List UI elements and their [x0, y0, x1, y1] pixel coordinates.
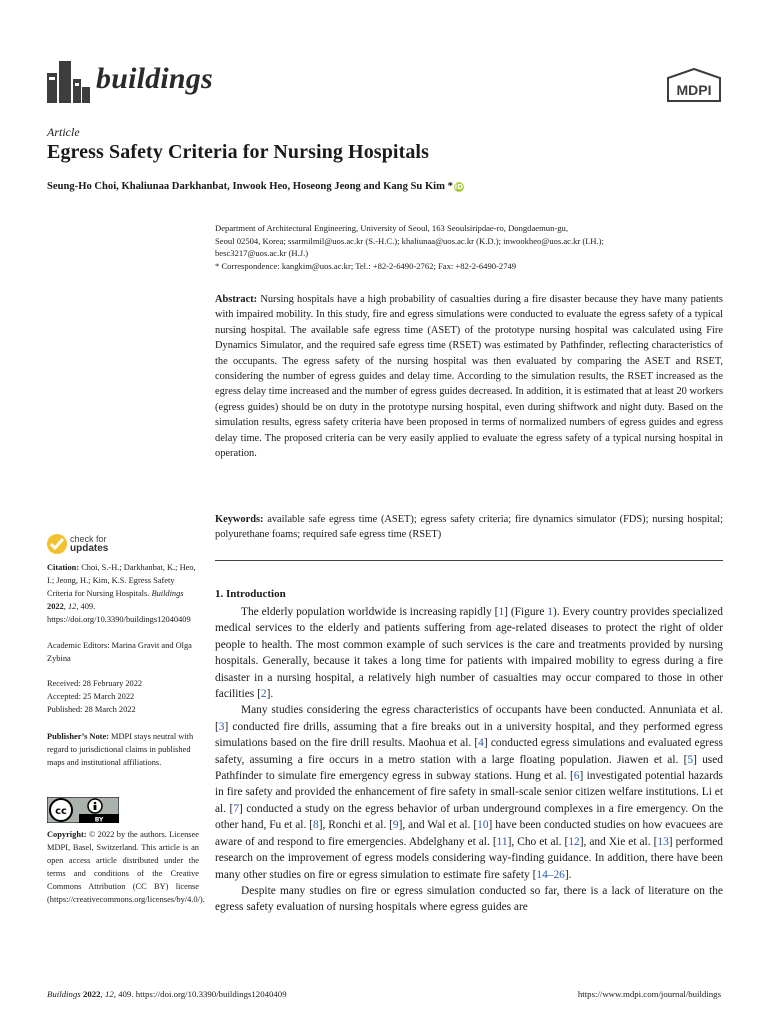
check-updates-icon: [47, 534, 67, 554]
citation-year: 2022: [47, 602, 64, 611]
introduction-body: [215, 604, 723, 916]
accepted-date: Accepted: 25 March 2022: [47, 692, 135, 701]
ref-link[interactable]: 13: [657, 835, 669, 848]
publishers-note: [47, 730, 199, 769]
authors-text: Seung-Ho Choi, Khaliunaa Darkhanbat, Inwook Heo, Hoseong Jeong and Kang Su Kim *: [47, 181, 453, 192]
abstract-label: Abstract:: [215, 294, 258, 305]
footer-citation: Buildings 2022, 12, 409. https://doi.org/10.3390/buildings12040409: [47, 989, 287, 999]
ref-link[interactable]: 12: [568, 835, 580, 848]
footer-year: 2022: [82, 989, 101, 999]
author-list: [47, 181, 464, 192]
ref-link[interactable]: 1: [498, 606, 505, 618]
ref-link[interactable]: 4: [478, 737, 484, 750]
buildings-logo-icon: [47, 61, 90, 103]
keywords: [215, 512, 723, 543]
ref-link[interactable]: 6: [573, 770, 580, 783]
dates-block: [47, 677, 199, 716]
footer-journal-url[interactable]: https://www.mdpi.com/journal/buildings: [577, 989, 721, 999]
copyright-text: © 2022 by the authors. Licensee MDPI, Basel, Switzerland. This article is an open access article distributed under the terms and conditions of the Creative Commons Attribution (CC BY) license (https://creativecommons.org/licenses/by/4.0/).: [47, 830, 205, 904]
correspondence-line: * Correspondence: kangkim@uos.ac.kr; Tel.: +82-2-6490-2762; Fax: +82-2-6490-2749: [215, 260, 517, 271]
footer-doi-link[interactable]: , 409. https://doi.org/10.3390/buildings12040409: [113, 989, 287, 999]
citation-journal: Buildings: [151, 589, 184, 598]
ref-link[interactable]: 2: [260, 688, 267, 701]
ref-link[interactable]: 7: [233, 802, 240, 815]
check-updates-label-bold: updates: [70, 543, 109, 554]
citation-doi-link[interactable]: , 409. https://doi.org/10.3390/buildings12040409: [47, 602, 191, 624]
ref-link[interactable]: 10: [477, 819, 489, 832]
check-for-updates-button[interactable]: [47, 534, 117, 556]
keywords-text: available safe egress time (ASET); egress safety criteria; fire dynamics simulator (FDS); nursing hospital; polyurethane foams; required safe egress time (RSET): [215, 514, 723, 541]
paragraph: The elderly population worldwide is increasing rapidly [1] (Figure 1). Every country provides specialized medical services to the elderly and patients suffering from age-related diseases to protect the right of older people to health. The most common example of such services is the care and treatments provided by nursing hospitals. Generally, because it takes a long time for patients with impaired mobility to egress during a fire disaster in a nursing hospital, a relatively high number of casualties may occur compared to those in other facilities [2].: [215, 606, 723, 701]
ref-link[interactable]: 9: [392, 819, 399, 832]
publisher-name: MDPI: [676, 82, 712, 98]
article-title: Egress Safety Criteria for Nursing Hospitals: [47, 141, 429, 163]
orcid-icon[interactable]: iD: [454, 183, 464, 191]
check-updates-label: check for: [70, 534, 107, 544]
affiliation-block: [215, 222, 727, 272]
svg-text:cc: cc: [55, 806, 67, 817]
abstract-text: Nursing hospitals have a high probability of casualties during a fire disaster because they have many patients with impaired mobility. In this study, fire and egress simulations were conducted to evaluate the egress safety of a typical nursing hospital. The available safe egress time (ASET) of the prototype nursing hospital was calculated using Fire Dynamics Simulator, and the required safe egress time (RSET) was estimated by Pathfinder, reflecting characteristics of the occupants. The egress safety of the nursing hospital was then evaluated by comparing the ASET and RSET, considering the number of egress guides and delay time. According to the simulation results, the RSET increased as the egress delay time increased and the number of egress guides decreased. In addition, it is estimated that at least 20 workers (egress guides) should be on duty in the prototype nursing hospital, even during shiftwork and night duty. Based on the simulation results, egress safety criteria have been proposed in terms of normalized numbers of egress guides and egress delay time. The proposed criteria can be very easily applied to evaluate the egress safety of a typical nursing hospital in operation.: [215, 294, 723, 460]
affiliation-line: Seoul 02504, Korea; ssarmilmil@uos.ac.kr (S.-H.C.); khaliunaa@uos.ac.kr (K.D.); inwookheo@uos.ac.kr (I.H.);: [215, 235, 604, 246]
section-heading: 1. Introduction: [215, 588, 286, 600]
footer-volume: 12: [104, 989, 114, 999]
copyright-label: Copyright:: [47, 830, 87, 839]
copyright-block: [47, 828, 205, 906]
affiliation-line: besc3217@uos.ac.kr (H.J.): [215, 248, 309, 259]
pubnote-label: Publisher’s Note:: [47, 732, 109, 741]
ref-link[interactable]: 8: [313, 819, 319, 832]
academic-editors: Academic Editors: Marina Gravit and Olga Zybina: [47, 641, 192, 663]
pubnote-text: MDPI stays neutral with regard to jurisdictional claims in published maps and institutional affiliations.: [47, 732, 194, 767]
ref-link[interactable]: 5: [687, 753, 694, 766]
ref-link[interactable]: 14–26: [536, 868, 565, 881]
ref-link[interactable]: 3: [218, 720, 225, 733]
footer-journal: Buildings: [47, 989, 81, 999]
section-divider: [215, 560, 723, 561]
figure-link[interactable]: 1: [547, 606, 553, 618]
cc-by-license-icon[interactable]: [47, 797, 119, 823]
citation-block: Citation: Choi, S.-H.; Darkhanbat, K.; Heo, I.; Jeong, H.; Kim, K.S. Egress Safety Criteria for Nursing Hospitals. Buildings 2022, 12, 409. https://doi.org/10.3390/buildings12040409: [47, 563, 196, 624]
citation-text: Choi, S.-H.; Darkhanbat, K.; Heo, I.; Jeong, H.; Kim, K.S. Egress Safety Criteria for Nursing Hospitals.: [47, 563, 196, 598]
ref-link[interactable]: 11: [496, 835, 508, 848]
received-date: Received: 28 February 2022: [47, 679, 143, 688]
article-type: Article: [47, 125, 80, 139]
mdpi-logo-icon: [666, 68, 722, 102]
citation-label: Citation:: [47, 563, 80, 572]
paragraph: Despite many studies on fire or egress simulation conducted so far, there is a lack of literature on the egress safety evaluation of nursing hospitals where egress guides are: [215, 884, 723, 914]
affiliation-line: Department of Architectural Engineering, University of Seoul, 163 Seoulsiripdae-ro, Dongdaemun-gu,: [215, 223, 568, 233]
published-date: Published: 28 March 2022: [47, 705, 136, 714]
keywords-label: Keywords:: [215, 514, 264, 525]
citation-volume: 12: [67, 602, 77, 611]
svg-text:BY: BY: [94, 816, 104, 823]
journal-name: buildings: [96, 62, 213, 95]
paragraph: Many studies considering the egress characteristics of occupants have been conducted. Annuniata et al. [3] conducted fire drills, assuming that a fire breaks out in a university hospital, and they performed egress simulations based on the fire drill results. Maohua et al. [4] conducted egress simulations and evaluated egress safety, assuming a fire occurs in a metro station with a large floating population. Jiawen et al. [5] used Pathfinder to simulate fire emergency egress in subway stations. Hung et al. [6] investigated potential hazards in fire safety and provided the enhancement of fire safety in small-scale senior citizen welfare institutions. Li et al. [7] conducted a study on the egress behavior of urban underground complexes in a fire emergency. On the other hand, Fu et al. [8], Ronchi et al. [9], and Wal et al. [10] have been conducted studies on how evacuees are aware of and respond to fire emergencies. Abdelghany et al. [11], Cho et al. [12], and Xie et al. [13] performed research on the improvement of egress models considering way-finding guidance. In addition, there have been many other studies on fire or egress simulation to estimate fire safety [14–26].: [215, 704, 724, 881]
abstract: [215, 292, 723, 461]
